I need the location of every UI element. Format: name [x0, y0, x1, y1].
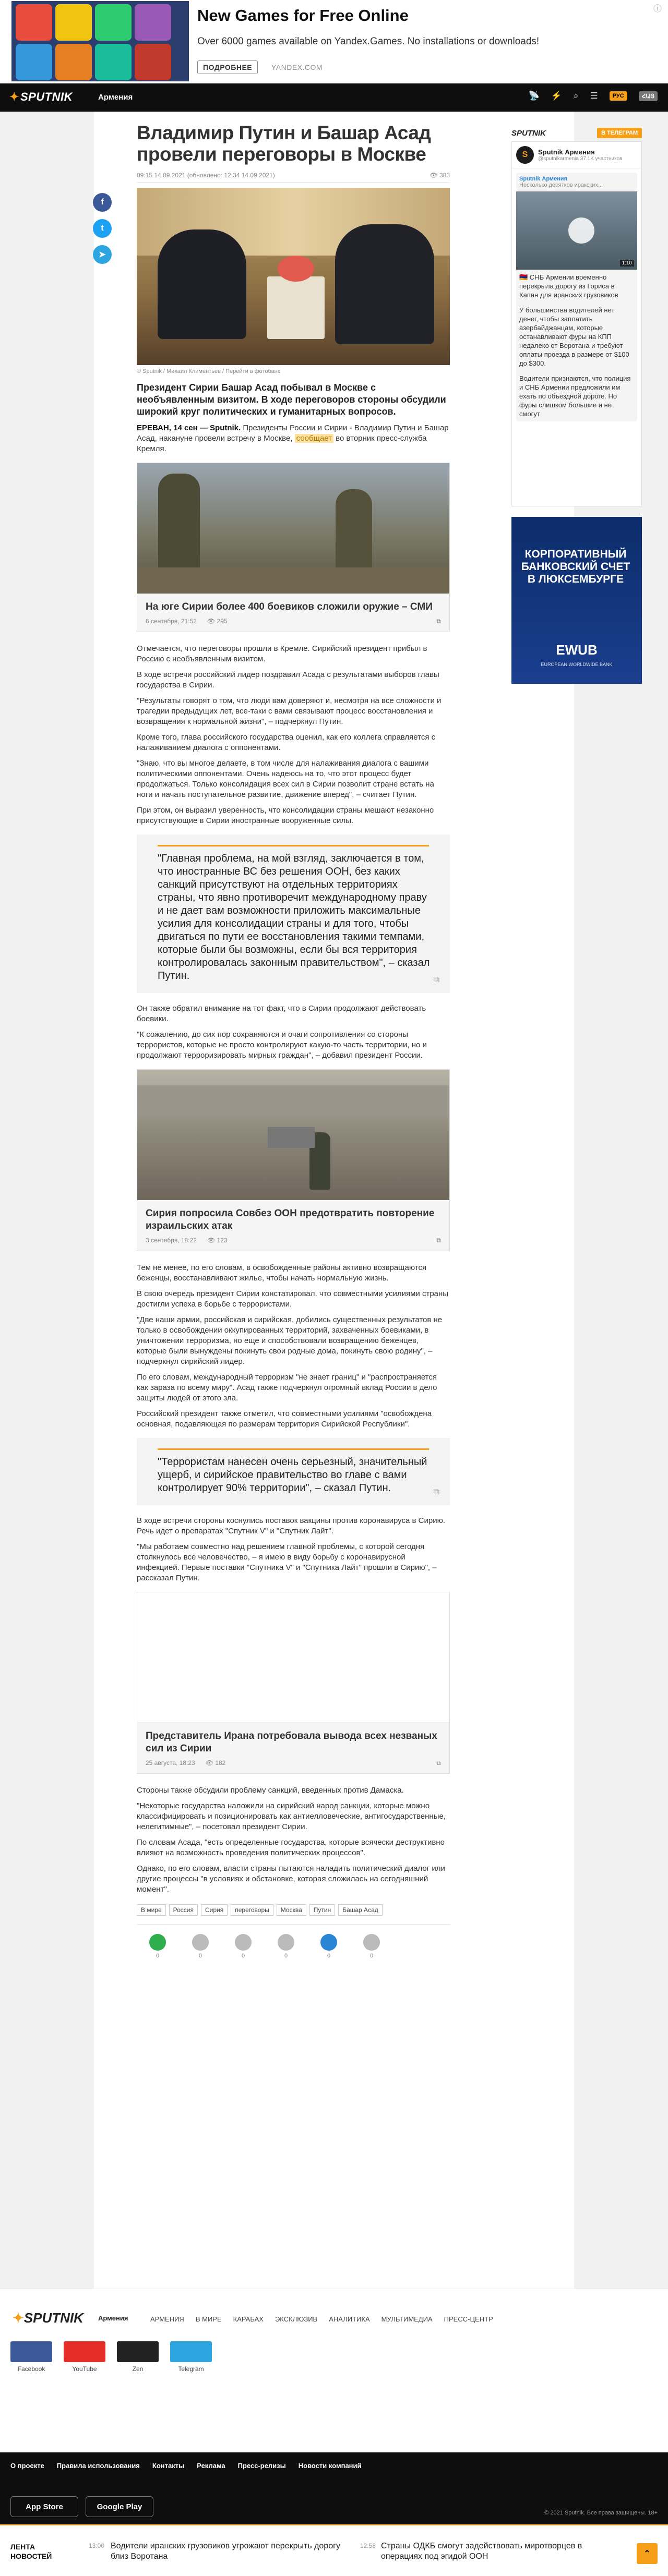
- top-ad-banner[interactable]: [0, 0, 668, 83]
- radio-icon[interactable]: 📡: [528, 91, 540, 101]
- article-views: 👁 383: [430, 172, 450, 179]
- article-title: Владимир Путин и Башар Асад провели переговоры в Москве: [137, 122, 431, 165]
- google-play-button[interactable]: Google Play: [86, 2496, 153, 2517]
- related-card-title[interactable]: На юге Сирии более 400 боевиков сложили оружие – СМИ: [137, 594, 449, 615]
- telegram-share-icon[interactable]: ➤: [93, 245, 112, 264]
- footer-link[interactable]: Новости компаний: [298, 2462, 362, 2470]
- related-card[interactable]: Представитель Ирана потребовала вывода всех незваных сил из Сирии 25 августа, 18:23 👁 182 ⧉: [137, 1592, 450, 1774]
- share-quote-icon[interactable]: ⧉: [433, 1487, 439, 1496]
- app-store-button[interactable]: App Store: [10, 2496, 78, 2517]
- main-photo[interactable]: [137, 188, 450, 365]
- lang-ru-button[interactable]: РУС: [610, 91, 627, 101]
- tag[interactable]: Путин: [309, 1904, 335, 1916]
- channel-subscribers: @sputnikarmenia 37.1K участников: [538, 156, 623, 162]
- eye-icon: 👁: [430, 172, 438, 179]
- external-link-icon[interactable]: ⧉: [436, 618, 441, 625]
- ad-source[interactable]: YANDEX.COM: [271, 63, 323, 71]
- angry-icon[interactable]: 0: [361, 1934, 382, 1959]
- ad-description: Over 6000 games available on Yandex.Games. No installations or downloads!: [197, 36, 540, 47]
- article-paragraph: "К сожалению, до сих пор сохраняются и очаги сопротивления со стороны террористов, которые не просто контролируют какую-то часть территории, но и продолжают терроризировать мирных граждан", – добавил президент России.: [137, 1030, 427, 1060]
- footer-link[interactable]: Реклама: [197, 2462, 225, 2470]
- footer-nav-item[interactable]: АРМЕНИЯ: [150, 2315, 184, 2323]
- region-label[interactable]: Армения: [98, 93, 133, 102]
- article-paragraph: В ходе встречи российский лидер поздравил Асада с результатами выборов главы государства в Сирии.: [137, 670, 439, 690]
- article-paragraph: "Мы работаем совместно над решением главной проблемы, с которой сегодня столкнулось все человечество, – я имею в виду борьбу с коронавирусной инфекцией. Первые поставки "Спутника V" и "Спутника Лайт" прошли в Сирию", – рассказал Путин.: [137, 1542, 437, 1582]
- site-logo[interactable]: ✦SPUTNIK: [9, 90, 73, 103]
- ad-more-button[interactable]: ПОДРОБНЕЕ: [197, 61, 258, 74]
- article-paragraph: По его словам, международный терроризм "не знает границ" и "распространяется как зараза по всему миру". Асад также подчеркнул огромный вклад России в дело защиты людей от этого зла.: [137, 1373, 437, 1402]
- tag-list: [137, 1904, 450, 1916]
- scroll-up-icon[interactable]: ⌃: [637, 2543, 658, 2564]
- article-paragraph: При этом, он выразил уверенность, что консолидации страны мешают незаконно присутствующие в Сирии иностранные вооруженные силы.: [137, 806, 434, 825]
- article-lead: Президент Сирии Башар Асад побывал в Москве с необъявленным визитом. В ходе переговоров стороны обсудили широкий круг политических и гуманитарных вопросов.: [137, 382, 446, 417]
- footer-link[interactable]: Контакты: [152, 2462, 185, 2470]
- article-meta: [137, 172, 450, 179]
- eye-icon: 👁: [207, 618, 216, 625]
- footer: [0, 2289, 668, 2452]
- article-paragraph: Стороны также обсудили проблему санкций, введенных против Дамаска.: [137, 1786, 404, 1795]
- channel-name: Sputnik Армения: [538, 148, 595, 156]
- article-paragraph: "Знаю, что вы многое делаете, в том числе для налаживания диалога с вашими политическими оппонентами. Очень надеюсь на то, что этот процесс будет продолжаться. Только консолидация всех сил в Сирии позволит стране встать на ноги и начать поступательное развитие, движение вперед", – считает Путин.: [137, 759, 434, 799]
- zen-link[interactable]: Zen: [117, 2341, 159, 2373]
- lightning-icon[interactable]: ⚡: [551, 91, 562, 101]
- article-paragraph: В ходе встречи стороны коснулись поставок вакцины против коронавируса в Сирию. Речь идет о препаратах "Спутник V" и "Спутник Лайт".: [137, 1516, 445, 1535]
- footer-bottom: [0, 2452, 668, 2524]
- footer-nav-item[interactable]: ЭКСКЛЮЗИВ: [275, 2315, 318, 2323]
- tag[interactable]: В мире: [137, 1904, 166, 1916]
- reactions: [137, 1934, 450, 1959]
- tag[interactable]: Сирия: [201, 1904, 228, 1916]
- news-time: 13:00: [89, 2542, 105, 2549]
- tag[interactable]: Башар Асад: [338, 1904, 383, 1916]
- article: [137, 112, 450, 1959]
- share-buttons: [93, 193, 114, 271]
- twitter-share-icon[interactable]: t: [93, 219, 112, 238]
- telegram-link[interactable]: Telegram: [170, 2341, 212, 2373]
- like-icon[interactable]: 0: [147, 1934, 168, 1959]
- eye-icon: 👁: [207, 1237, 216, 1244]
- site-header: [0, 83, 668, 112]
- related-card-title[interactable]: Сирия попросила Совбез ООН предотвратить повторение израильских атак: [137, 1200, 449, 1235]
- tag[interactable]: Россия: [169, 1904, 198, 1916]
- sidebar-ad[interactable]: КОРПОРАТИВНЫЙ БАНКОВСКИЙ СЧЕТ В ЛЮКСЕМБУРГЕ EWUB EUROPEAN WORLDWIDE BANK: [511, 517, 642, 684]
- footer-link[interactable]: Пресс-релизы: [237, 2462, 286, 2470]
- photo-caption[interactable]: © Sputnik / Михаил Климентьев / Перейти в фотобанк: [137, 368, 280, 374]
- related-card[interactable]: Сирия попросила Совбез ООН предотвратить повторение израильских атак 3 сентября, 18:22 👁 123 ⧉: [137, 1069, 450, 1251]
- article-paragraph: Он также обратил внимание на тот факт, что в Сирии продолжают действовать боевики.: [137, 1004, 426, 1023]
- related-card-title[interactable]: Представитель Ирана потребовала вывода всех незваных сил из Сирии: [137, 1723, 449, 1757]
- external-link-icon[interactable]: ⧉: [436, 1759, 441, 1767]
- footer-nav: [150, 2315, 493, 2323]
- dislike-icon[interactable]: 0: [190, 1934, 211, 1959]
- article-paragraph: "Результаты говорят о том, что люди вам доверяют и, несмотря на все сложности и трагедии предыдущих лет, все-таки с вами связывают процесс восстановления и возвращения к нормальной жизни", – подчеркнул Путин.: [137, 696, 442, 726]
- play-icon[interactable]: [568, 217, 594, 244]
- article-paragraph: Отмечается, что переговоры прошли в Кремле. Сирийский президент прибыл в Россию с необъявленным визитом.: [137, 644, 427, 663]
- copyright: © 2021 Sputnik. Все права защищены. 18+: [544, 2510, 658, 2516]
- sidebar: [511, 128, 642, 684]
- quote-text: "Главная проблема, на мой взгляд, заключается в том, что иностранные ВС без решения ООН, без каких санкций присутствуют на отдельных территориях страны, что явно противоречит международному праву и не дает вам возможности приложить максимальные усилия для консолидации страны и для того, чтобы двигаться по пути ее восстановления такими темпами, которые были бы возможны, если бы вся территория контролировалась законным правительством", – сказал Путин.: [158, 853, 430, 982]
- facebook-share-icon[interactable]: f: [93, 193, 112, 212]
- share-quote-icon[interactable]: ⧉: [433, 975, 439, 984]
- eye-icon: 👁: [205, 1759, 213, 1767]
- quote-text: "Террористам нанесен очень серьезный, значительный ущерб, и сирийское правительство во главе с вами контролирует 90% территории", – сказал Путин.: [158, 1456, 427, 1494]
- sad-icon[interactable]: 0: [318, 1934, 339, 1959]
- youtube-link[interactable]: YouTube: [64, 2341, 105, 2373]
- related-card[interactable]: На юге Сирии более 400 боевиков сложили оружие – СМИ 6 сентября, 21:52 👁 295 ⧉: [137, 463, 450, 632]
- sidebar-logo: SPUTNIK: [511, 128, 546, 138]
- article-paragraph: ЕРЕВАН, 14 сен — Sputnik. Президенты России и Сирии - Владимир Путин и Башар Асад, накануне провели встречу в Москве, сообщает во вторник пресс-служба Кремля.: [137, 424, 449, 453]
- footer-link[interactable]: Правила использования: [56, 2462, 140, 2470]
- channel-avatar: S: [516, 146, 534, 164]
- news-feed-label[interactable]: ЛЕНТА НОВОСТЕЙ: [10, 2543, 52, 2560]
- footer-nav-item[interactable]: ПРЕСС-ЦЕНТР: [444, 2315, 493, 2323]
- footer-links: [10, 2462, 362, 2470]
- source-link[interactable]: сообщает: [295, 434, 333, 443]
- lang-arm-button[interactable]: ՀԱՅ: [639, 91, 658, 101]
- telegram-widget[interactable]: [511, 141, 642, 506]
- article-paragraph: "Некоторые государства наложили на сирийский народ санкции, которые можно классифицировать и позиционировать как антиелловеческие, антигосударственные, нелегитимные", – посетовал президент Сирии.: [137, 1801, 446, 1831]
- quote-block: [137, 835, 450, 993]
- facebook-link[interactable]: Facebook: [10, 2341, 52, 2373]
- ad-game-thumbnails: [11, 1, 189, 81]
- footer-link[interactable]: О проекте: [10, 2462, 44, 2470]
- tag[interactable]: Москва: [277, 1904, 306, 1916]
- article-paragraph: По словам Асада, "есть определенные государства, которые всячески деструктивно влияют на возможность проведения политических процессов".: [137, 1838, 445, 1857]
- news-time: 12:58: [360, 2542, 376, 2549]
- info-icon[interactable]: ⓘ: [653, 5, 662, 14]
- footer-logo[interactable]: ✦SPUTNIK: [13, 2310, 84, 2326]
- footer-nav-item[interactable]: АНАЛИТИКА: [329, 2315, 370, 2323]
- footer-region[interactable]: Армения: [98, 2314, 128, 2322]
- social-links: [10, 2341, 212, 2373]
- telegram-message[interactable]: Sputnik Армения Несколько десятков иракских... 1:10 🇦🇲 СНБ Армении временно перекрыла дорогу из Гориса в Капан для иранских грузовиков У большинства водителей нет денег, чтобы заплатить азербайджанцам, которые останавливают фуры на КПП недалеко от Воротана и требуют оплаты проезда в размере от $100 до $300. Водители признаются, что полиция и СНБ Армении предложили им ехать по объездной дороге. Но фуры слишком большие и не смогут: [516, 173, 637, 421]
- article-paragraph: Однако, по его словам, власти страны пытаются наладить политический диалог или другие процессы "в условиях и обстановке, которая сложилась на сегодняшний момент".: [137, 1864, 445, 1894]
- article-paragraph: В свою очередь президент Сирии констатировал, что совместными усилиями страны достигли успеха в борьбе с террористами.: [137, 1289, 449, 1309]
- external-link-icon[interactable]: ⧉: [436, 1237, 441, 1244]
- menu-icon[interactable]: ☰: [590, 91, 598, 101]
- search-icon[interactable]: ⌕: [573, 91, 579, 101]
- quote-block: [137, 1438, 450, 1505]
- article-paragraph: Кроме того, глава российского государства оценил, как его коллега справляется с налаживанием диалога с оппонентами.: [137, 733, 436, 752]
- message-video[interactable]: 1:10: [516, 191, 637, 270]
- surprise-icon[interactable]: 0: [276, 1934, 296, 1959]
- tag[interactable]: переговоры: [231, 1904, 273, 1916]
- article-date: 09:15 14.09.2021 (обновлено: 12:34 14.09.2021): [137, 172, 275, 179]
- news-item[interactable]: Страны ОДКБ смогут задействовать миротворцев в операциях под эгидой ООН: [381, 2542, 582, 2561]
- footer-nav-item[interactable]: МУЛЬТИМЕДИА: [381, 2315, 433, 2323]
- article-paragraph: Тем не менее, по его словам, в освобожденные районы активно возвращаются беженцы, восстанавливают жилье, чтобы начать нормальную жизнь.: [137, 1263, 427, 1283]
- article-paragraph: Российский президент также отметил, что совместными усилиями "освобождена основная, подавляющая по размерам территория Сирийской Республики".: [137, 1409, 432, 1429]
- telegram-button[interactable]: В ТЕЛЕГРАМ: [597, 128, 642, 138]
- news-item[interactable]: Водители иранских грузовиков угрожают перекрыть дорогу близ Воротана: [111, 2542, 340, 2561]
- news-ticker: [0, 2524, 668, 2576]
- article-paragraph: "Две наши армии, российская и сирийская, добились существенных результатов не только в освобождении оккупированных территорий, захваченных боевиками, в уничтожении терроризма, но еще и способствовали возвращению беженцев, которые были вынуждены покинуть свои родные дома, покинуть свою родину", – подчеркнул сирийский лидер.: [137, 1315, 443, 1366]
- ad-title[interactable]: New Games for Free Online: [197, 6, 409, 25]
- footer-nav-item[interactable]: КАРАБАХ: [233, 2315, 264, 2323]
- laugh-icon[interactable]: 0: [233, 1934, 254, 1959]
- footer-nav-item[interactable]: В МИРЕ: [195, 2315, 222, 2323]
